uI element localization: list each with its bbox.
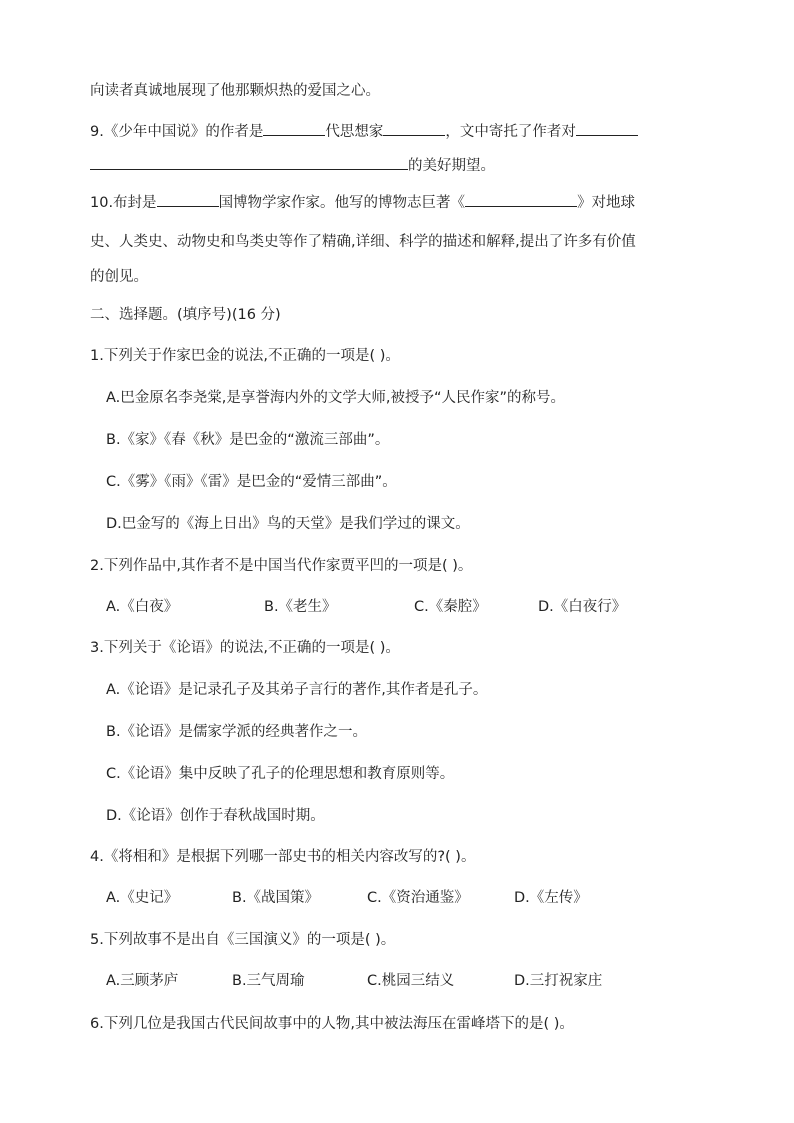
mc4-option-d[interactable]: D.《左传》 xyxy=(514,890,588,906)
q9-blank-1[interactable] xyxy=(263,120,325,136)
mc4-stem: 4.《将相和》是根据下列哪一部史书的相关内容改写的?( )。 xyxy=(90,849,476,865)
mc3-option-a[interactable]: A.《论语》是记录孔子及其弟子言行的著作,其作者是孔子。 xyxy=(106,682,488,698)
q9-text-2: 代思想家 xyxy=(325,124,384,140)
mc5-option-d[interactable]: D.三打祝家庄 xyxy=(514,973,603,989)
q10-blank-2[interactable] xyxy=(465,191,577,207)
mc5-option-c[interactable]: C.桃园三结义 xyxy=(367,973,455,989)
mc3-stem: 3.下列关于《论语》的说法,不正确的一项是( )。 xyxy=(90,640,400,656)
mc4-option-b[interactable]: B.《战国策》 xyxy=(232,890,320,906)
mc1-option-c[interactable]: C.《雾》《雨》《雷》是巴金的“爱情三部曲”。 xyxy=(106,474,397,490)
mc1-stem: 1.下列关于作家巴金的说法,不正确的一项是( )。 xyxy=(90,348,400,364)
mc1-option-a[interactable]: A.巴金原名李尧棠,是享誉海内外的文学大师,被授予“人民作家”的称号。 xyxy=(106,390,566,406)
q9-blank-4[interactable] xyxy=(90,154,408,170)
q9-text-1: 9.《少年中国说》的作者是 xyxy=(90,124,264,140)
q9-blank-3[interactable] xyxy=(576,120,638,136)
question-10-line-3: 的创见。 xyxy=(90,269,148,285)
question-10-line-2: 史、人类史、动物史和鸟类史等作了精确,详细、科学的描述和解释,提出了许多有价值 xyxy=(90,234,636,250)
q10-text-1: 10.布封是 xyxy=(90,195,157,211)
intro-line: 向读者真诚地展现了他那颗炽热的爱国之心。 xyxy=(90,83,380,99)
section-2-heading: 二、选择题。(填序号)(16 分) xyxy=(90,307,281,323)
q10-text-3: 》对地球 xyxy=(577,195,636,211)
mc1-option-d[interactable]: D.巴金写的《海上日出》鸟的天堂》是我们学过的课文。 xyxy=(106,516,470,532)
mc2-stem: 2.下列作品中,其作者不是中国当代作家贾平凹的一项是( )。 xyxy=(90,558,473,574)
mc3-option-d[interactable]: D.《论语》创作于春秋战国时期。 xyxy=(106,808,325,824)
question-9-line-1 xyxy=(90,120,638,142)
mc4-option-a[interactable]: A.《史记》 xyxy=(106,890,179,906)
mc5-option-a[interactable]: A.三顾茅庐 xyxy=(106,973,179,989)
question-10-line-1 xyxy=(90,191,635,213)
mc5-option-b[interactable]: B.三气周瑜 xyxy=(232,973,305,989)
q9-text-3: ，文中寄托了作者对 xyxy=(445,124,576,140)
question-9-line-2 xyxy=(90,154,495,176)
mc2-option-d[interactable]: D.《白夜行》 xyxy=(538,599,627,615)
mc4-option-c[interactable]: C.《资治通鉴》 xyxy=(367,890,469,906)
q9-text-4: 的美好期望。 xyxy=(408,158,495,174)
q10-text-2: 国博物学家作家。他写的博物志巨著《 xyxy=(218,195,466,211)
mc1-option-b[interactable]: B.《家》《春《秋》是巴金的“激流三部曲”。 xyxy=(106,432,390,448)
mc6-stem: 6.下列几位是我国古代民间故事中的人物,其中被法海压在雷峰塔下的是( )。 xyxy=(90,1016,574,1032)
q9-blank-2[interactable] xyxy=(383,120,445,136)
mc5-stem: 5.下列故事不是出自《三国演义》的一项是( )。 xyxy=(90,932,396,948)
mc2-option-a[interactable]: A.《白夜》 xyxy=(106,599,179,615)
q10-blank-1[interactable] xyxy=(157,191,219,207)
mc3-option-c[interactable]: C.《论语》集中反映了孔子的伦理思想和教育原则等。 xyxy=(106,766,455,782)
mc2-option-b[interactable]: B.《老生》 xyxy=(264,599,337,615)
mc3-option-b[interactable]: B.《论语》是儒家学派的经典著作之一。 xyxy=(106,724,368,740)
mc2-option-c[interactable]: C.《秦腔》 xyxy=(414,599,487,615)
